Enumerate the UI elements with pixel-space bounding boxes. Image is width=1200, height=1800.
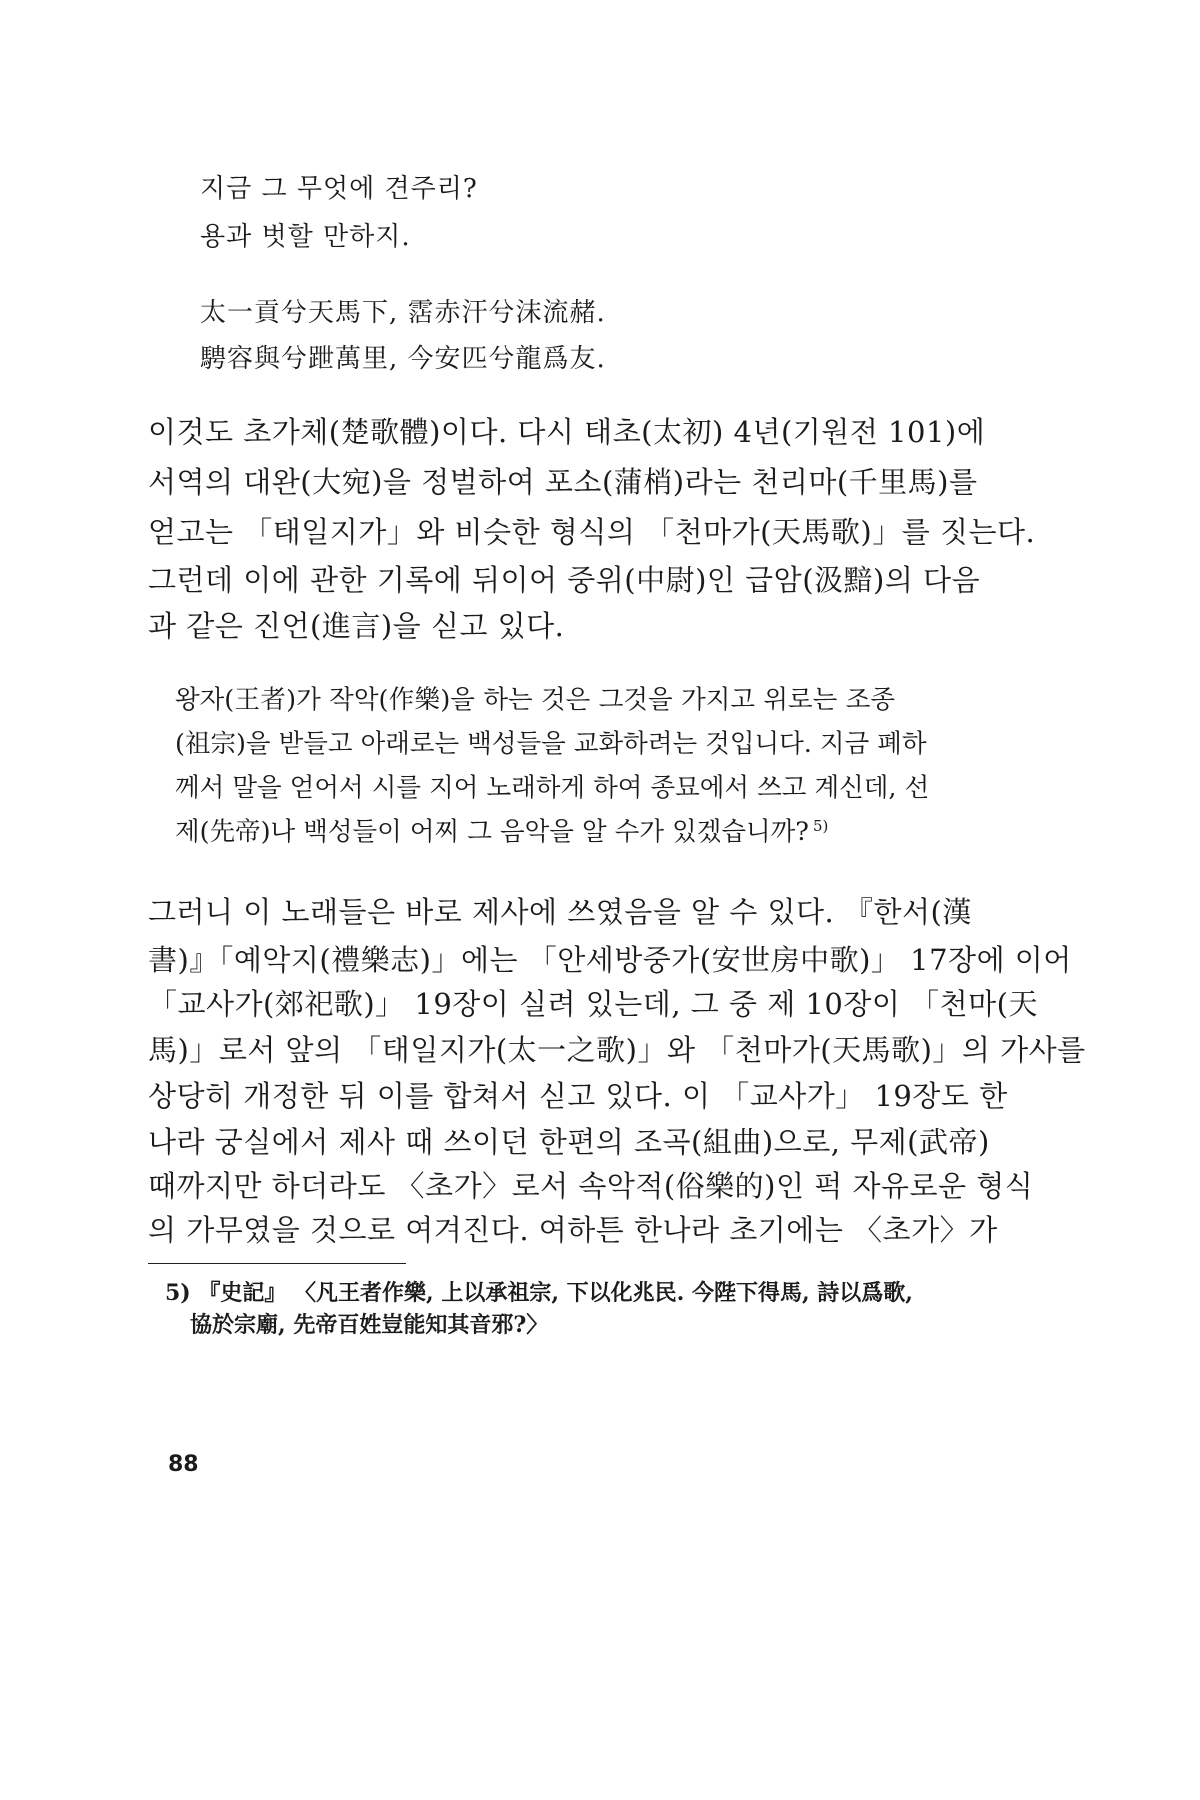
paragraph2-line-1: 그러니 이 노래들은 바로 제사에 쓰였음을 알 수 있다. 『한서(漢 [148, 895, 972, 929]
poem-line-korean-2: 용과 벗할 만하지. [200, 222, 411, 252]
footnote-reference: 5) [812, 816, 829, 835]
poem-line-hanja-1: 太一貢兮天馬下, 霑赤汗兮沫流赭. [200, 298, 606, 328]
quote-line-4 [175, 812, 895, 848]
paragraph2-line-5: 상당히 개정한 뒤 이를 합쳐서 싣고 있다. 이 「교사가」 19장도 한 [148, 1079, 1008, 1113]
footnote-line-2: 協於宗廟, 先帝百姓豈能知其音邪?〉 [190, 1312, 549, 1338]
paragraph2-line-6: 나라 궁실에서 제사 때 쓰이던 한편의 조곡(組曲)으로, 무제(武帝) [148, 1125, 990, 1159]
quote-line-4-text: 제(先帝)나 백성들이 어찌 그 음악을 알 수가 있겠습니까? [175, 817, 809, 847]
footnote-divider [148, 1263, 406, 1264]
poem-line-hanja-2: 騁容與兮跇萬里, 今安匹兮龍爲友. [200, 344, 606, 374]
footnote-line-1: 5) 『史記』 〈凡王者作樂, 上以承祖宗, 下以化兆民. 今陛下得馬, 詩以爲歌, [165, 1280, 913, 1306]
paragraph2-line-3: 「교사가(郊祀歌)」 19장이 실려 있는데, 그 중 제 10장이 「천마(天 [148, 987, 1038, 1021]
paragraph2-line-7: 때까지만 하더라도 〈초가〉로서 속악적(俗樂的)인 퍽 자유로운 형식 [148, 1169, 1034, 1203]
paragraph1-line-5: 과 같은 진언(進言)을 싣고 있다. [148, 609, 565, 643]
paragraph1-line-3: 얻고는 「태일지가」와 비슷한 형식의 「천마가(天馬歌)」를 짓는다. [148, 515, 1036, 549]
quote-line-2: (祖宗)을 받들고 아래로는 백성들을 교화하려는 것입니다. 지금 폐하 [175, 729, 927, 759]
paragraph2-line-8: 의 가무였을 것으로 여겨진다. 여하튼 한나라 초기에는 〈초가〉가 [148, 1213, 998, 1247]
paragraph2-line-4: 馬)」로서 앞의 「태일지가(太一之歌)」와 「천마가(天馬歌)」의 가사를 [148, 1033, 1086, 1067]
quote-line-3: 께서 말을 얻어서 시를 지어 노래하게 하여 종묘에서 쓰고 계신데, 선 [175, 773, 930, 803]
paragraph1-line-1: 이것도 초가체(楚歌體)이다. 다시 태초(太初) 4년(기원전 101)에 [148, 415, 986, 449]
paragraph1-line-2: 서역의 대완(大宛)을 정벌하여 포소(蒲梢)라는 천리마(千里馬)를 [148, 465, 978, 499]
quote-line-1: 왕자(王者)가 작악(作樂)을 하는 것은 그것을 가지고 위로는 조종 [175, 685, 895, 715]
paragraph1-line-4: 그런데 이에 관한 기록에 뒤이어 중위(中尉)인 급암(汲黯)의 다음 [148, 563, 981, 597]
page-number: 88 [168, 1452, 199, 1477]
poem-line-korean-1: 지금 그 무엇에 견주리? [200, 174, 478, 204]
paragraph2-line-2: 書)』「예악지(禮樂志)」에는 「안세방중가(安世房中歌)」 17장에 이어 [148, 943, 1072, 977]
